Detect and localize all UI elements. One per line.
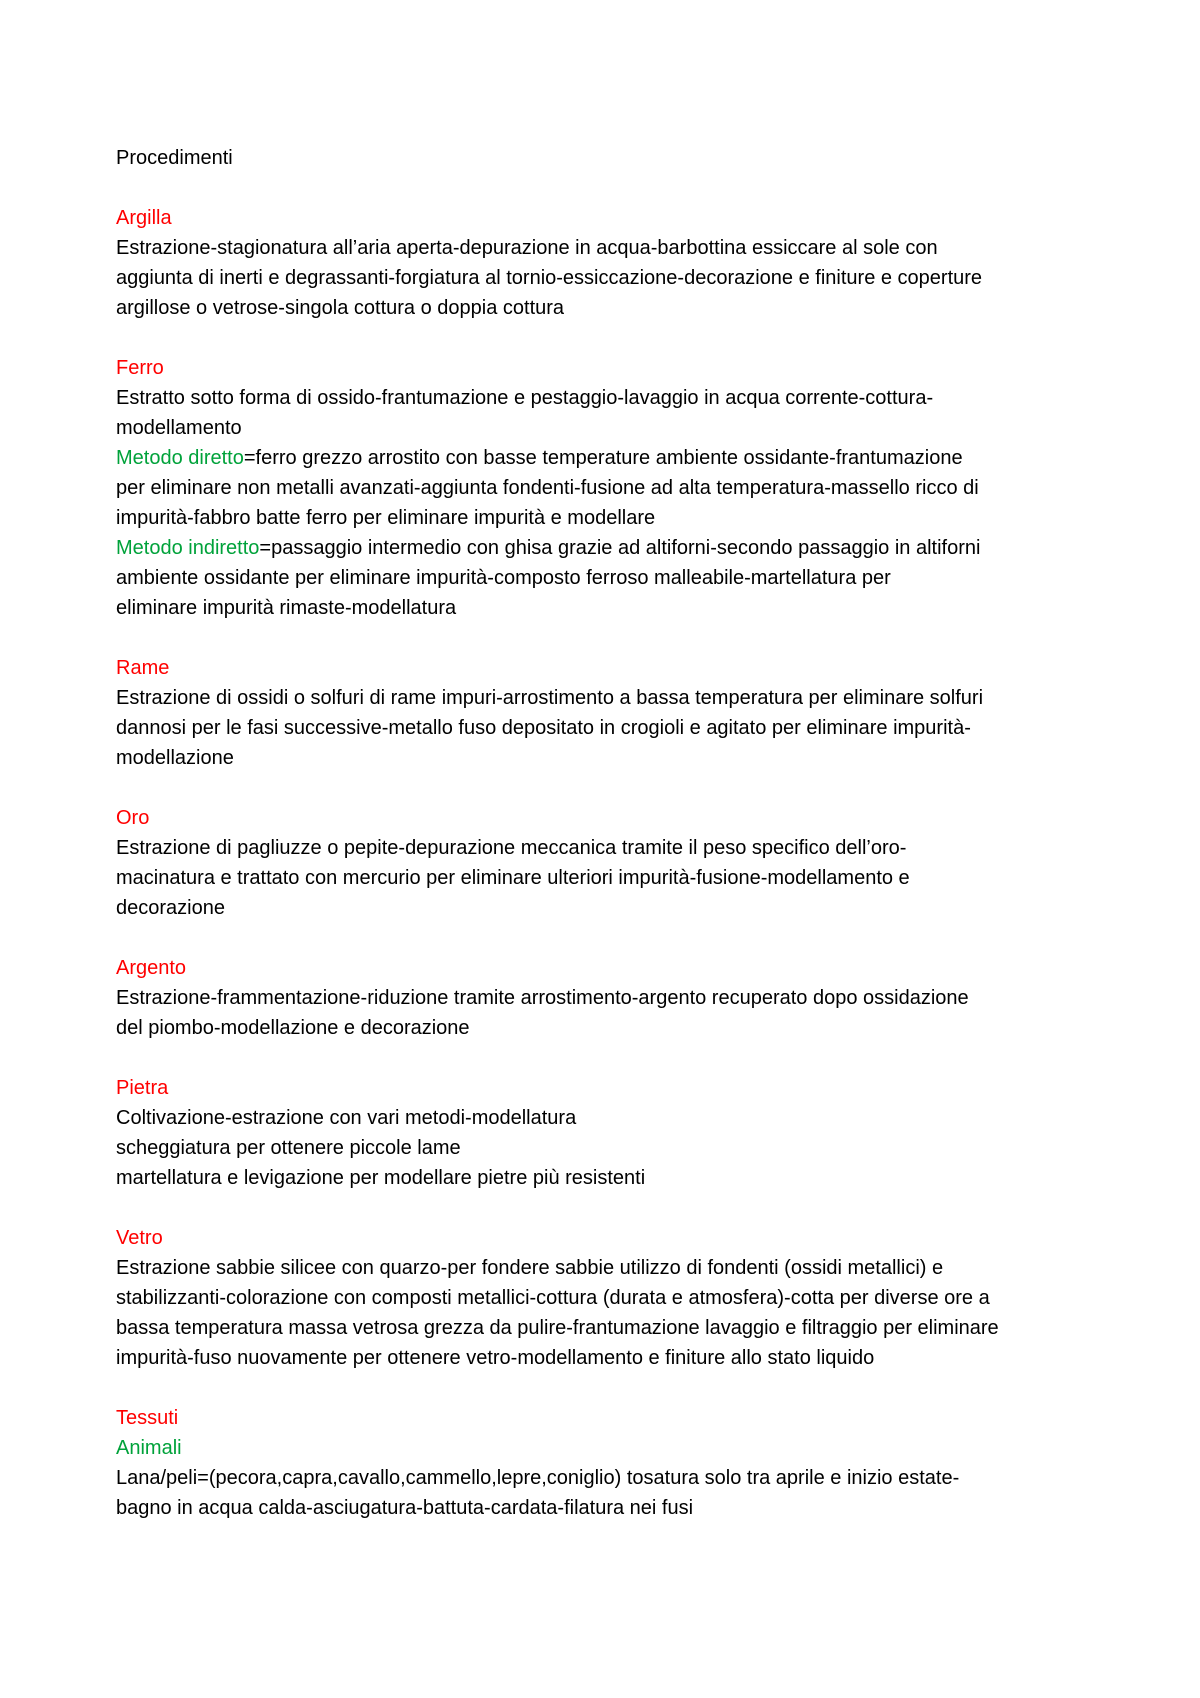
ferro-line: eliminare impurità rimaste-modellatura	[116, 597, 457, 619]
ferro-line: ambiente ossidante per eliminare impurità-composto ferroso malleabile-martellatura per	[116, 567, 891, 589]
oro-line: decorazione	[116, 897, 225, 919]
vetro-line: bassa temperatura massa vetrosa grezza da pulire-frantumazione lavaggio e filtraggio per eliminare	[116, 1317, 999, 1339]
vetro-line: Estrazione sabbie silicee con quarzo-per fondere sabbie utilizzo di fondenti (ossidi metallici) e	[116, 1257, 944, 1279]
spacer	[116, 623, 1100, 653]
subheading-animali: Animali	[116, 1437, 182, 1459]
rame-line: Estrazione di ossidi o solfuri di rame impuri-arrostimento a bassa temperatura per eliminare solfuri	[116, 687, 984, 709]
spacer	[116, 1043, 1100, 1073]
tessuti-line: bagno in acqua calda-asciugatura-battuta-cardata-filatura nei fusi	[116, 1497, 694, 1519]
oro-line: Estrazione di pagliuzze o pepite-depurazione meccanica tramite il peso specifico dell’oro-	[116, 837, 907, 859]
section-heading-oro: Oro	[116, 807, 150, 829]
section-heading-pietra: Pietra	[116, 1077, 169, 1099]
ferro-metodo-diretto-line	[116, 443, 1100, 473]
ferro-line: impurità-fabbro batte ferro per eliminare impurità e modellare	[116, 507, 656, 529]
ferro-metodo-indiretto-line	[116, 533, 1100, 563]
section-heading-tessuti: Tessuti	[116, 1407, 179, 1429]
metodo-indiretto-text: =passaggio intermedio con ghisa grazie ad altiforni-secondo passaggio in altiforni	[259, 537, 981, 559]
ferro-line: modellamento	[116, 417, 242, 439]
argilla-line: Estrazione-stagionatura all’aria aperta-depurazione in acqua-barbottina essiccare al sole con	[116, 237, 938, 259]
section-heading-rame: Rame	[116, 657, 170, 679]
ferro-line: Estratto sotto forma di ossido-frantumazione e pestaggio-lavaggio in acqua corrente-cottura-	[116, 387, 934, 409]
spacer	[116, 173, 1100, 203]
argento-line: del piombo-modellazione e decorazione	[116, 1017, 470, 1039]
pietra-line: martellatura e levigazione per modellare pietre più resistenti	[116, 1167, 646, 1189]
spacer	[116, 1193, 1100, 1223]
spacer	[116, 773, 1100, 803]
spacer	[116, 923, 1100, 953]
metodo-diretto-text: =ferro grezzo arrostito con basse temperature ambiente ossidante-frantumazione	[243, 447, 963, 469]
section-heading-vetro: Vetro	[116, 1227, 163, 1249]
tessuti-line: Lana/peli=(pecora,capra,cavallo,cammello,lepre,coniglio) tosatura solo tra aprile e inizio estate-	[116, 1467, 960, 1489]
ferro-line: per eliminare non metalli avanzati-aggiunta fondenti-fusione ad alta temperatura-massello ricco di	[116, 477, 979, 499]
section-heading-argilla: Argilla	[116, 207, 172, 229]
vetro-line: impurità-fuso nuovamente per ottenere vetro-modellamento e finiture allo stato liquido	[116, 1347, 875, 1369]
rame-line: dannosi per le fasi successive-metallo fuso depositato in crogioli e agitato per eliminare impurità-	[116, 717, 971, 739]
section-heading-argento: Argento	[116, 957, 187, 979]
spacer	[116, 323, 1100, 353]
pietra-line: Coltivazione-estrazione con vari metodi-modellatura	[116, 1107, 577, 1129]
argilla-line: argillose o vetrose-singola cottura o doppia cottura	[116, 297, 565, 319]
document-title: Procedimenti	[116, 147, 233, 169]
argilla-line: aggiunta di inerti e degrassanti-forgiatura al tornio-essiccazione-decorazione e finiture e coperture	[116, 267, 983, 289]
oro-line: macinatura e trattato con mercurio per eliminare ulteriori impurità-fusione-modellamento e	[116, 867, 910, 889]
section-heading-ferro: Ferro	[116, 357, 164, 379]
argento-line: Estrazione-frammentazione-riduzione tramite arrostimento-argento recuperato dopo ossidazione	[116, 987, 969, 1009]
document-body	[116, 143, 1100, 1523]
metodo-indiretto-label: Metodo indiretto	[116, 537, 260, 559]
metodo-diretto-label: Metodo diretto	[116, 447, 244, 469]
spacer	[116, 1373, 1100, 1403]
rame-line: modellazione	[116, 747, 234, 769]
pietra-line: scheggiatura per ottenere piccole lame	[116, 1137, 461, 1159]
vetro-line: stabilizzanti-colorazione con composti metallici-cottura (durata e atmosfera)-cotta per diverse ore a	[116, 1287, 990, 1309]
